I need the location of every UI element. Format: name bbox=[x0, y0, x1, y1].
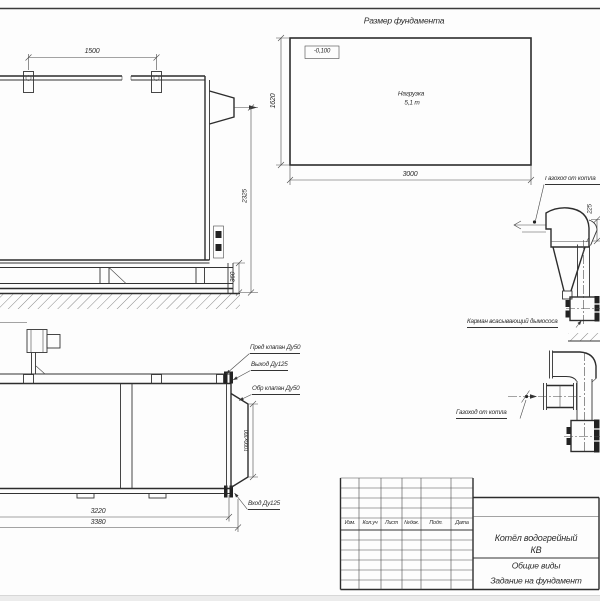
titleblock-col-podp: Подп. bbox=[429, 520, 443, 527]
foundation-plan bbox=[276, 35, 534, 185]
dim-1620-label: 1620 bbox=[270, 93, 278, 109]
elevation-mark: -0,100 bbox=[313, 47, 331, 55]
callout-flue-upper: Газоход от котла bbox=[545, 176, 600, 185]
titleblock-col-izm: Изм. bbox=[344, 520, 356, 527]
titleblock-col-koluch: Кол.уч bbox=[362, 520, 378, 527]
callout-flue-lower: Газоход от котла bbox=[456, 410, 507, 419]
titleblock-col-ndok: №док. bbox=[404, 520, 419, 527]
callout-safety-valve: Пред клапан Ду50 bbox=[250, 345, 300, 354]
titleblock-col-data: Дата bbox=[455, 520, 469, 527]
doc-name-line2: КВ bbox=[530, 545, 542, 556]
dim-3220-label: 3220 bbox=[90, 508, 106, 516]
callout-inlet: Вход Ду125 bbox=[248, 501, 280, 510]
load-value: 5,1 т bbox=[404, 99, 420, 107]
callout-suction-pocket: Карман всасывающий дымососа bbox=[467, 319, 558, 328]
dim-3380-label: 3380 bbox=[90, 518, 106, 526]
titleblock-col-list: Лист bbox=[384, 520, 399, 527]
boiler-side-view bbox=[0, 54, 258, 309]
load-label: Нагрузка bbox=[397, 90, 425, 98]
doc-name-line1: Котёл водогрейный bbox=[494, 533, 578, 544]
dim-3000-label: 3000 bbox=[402, 171, 418, 179]
dim-360-label: 360 bbox=[229, 271, 237, 283]
boiler-plan-view bbox=[0, 323, 258, 533]
dim-2325-label: 2325 bbox=[241, 189, 249, 203]
sheet-edge bbox=[0, 595, 600, 601]
doc-type: Общие виды bbox=[511, 560, 561, 571]
dim-1000x300-label: 1000х300 bbox=[244, 430, 251, 452]
dim-225-label: 225 bbox=[587, 204, 594, 214]
callout-outlet: Выход Ду125 bbox=[251, 362, 288, 371]
flue-detail-lower bbox=[508, 333, 600, 453]
callout-check-valve: Обр клапан Ду50 bbox=[252, 386, 300, 395]
doc-subtitle: Задание на фундамент bbox=[490, 575, 582, 586]
dim-1500-label: 1500 bbox=[84, 48, 100, 56]
foundation-plan-title: Размер фундамента bbox=[363, 15, 445, 26]
